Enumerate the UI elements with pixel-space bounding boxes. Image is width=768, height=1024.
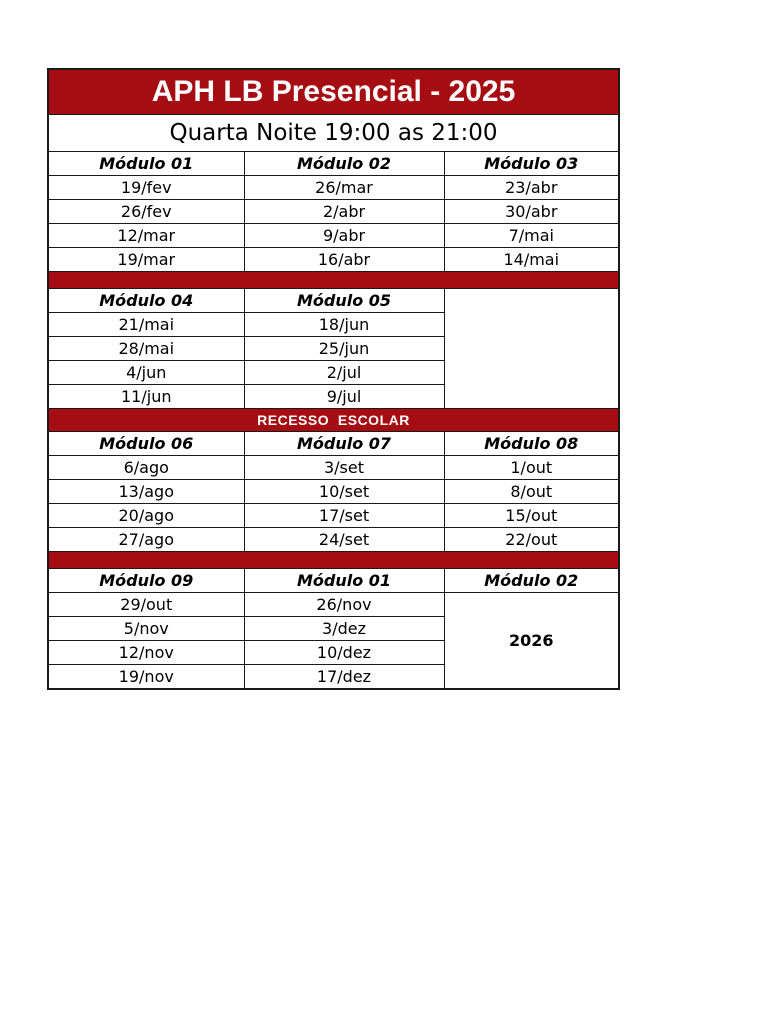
module-header: Módulo 09 — [48, 569, 244, 593]
date-cell: 15/out — [444, 504, 619, 528]
date-cell: 26/mar — [244, 176, 444, 200]
header-row — [48, 289, 619, 313]
date-cell: 19/mar — [48, 248, 244, 272]
header-row — [48, 432, 619, 456]
table-row — [48, 176, 619, 200]
recess-banner: RECESSO ESCOLAR — [48, 409, 619, 432]
date-cell: 24/set — [244, 528, 444, 552]
date-cell: 5/nov — [48, 617, 244, 641]
date-cell: 16/abr — [244, 248, 444, 272]
date-cell: 29/out — [48, 593, 244, 617]
separator-band — [48, 552, 619, 569]
module-header: Módulo 03 — [444, 152, 619, 176]
recess-row — [48, 409, 619, 432]
date-cell: 26/nov — [244, 593, 444, 617]
date-cell: 14/mai — [444, 248, 619, 272]
date-cell: 12/nov — [48, 641, 244, 665]
date-cell: 23/abr — [444, 176, 619, 200]
date-cell: 19/nov — [48, 665, 244, 690]
table-row — [48, 456, 619, 480]
date-cell: 9/jul — [244, 385, 444, 409]
date-cell: 27/ago — [48, 528, 244, 552]
empty-cell — [444, 289, 619, 409]
table-row — [48, 224, 619, 248]
date-cell: 21/mai — [48, 313, 244, 337]
date-cell: 17/set — [244, 504, 444, 528]
header-row — [48, 569, 619, 593]
date-cell: 10/set — [244, 480, 444, 504]
date-cell: 17/dez — [244, 665, 444, 690]
date-cell: 7/mai — [444, 224, 619, 248]
red-separator — [48, 272, 619, 289]
table-row — [48, 593, 619, 617]
date-cell: 12/mar — [48, 224, 244, 248]
date-cell: 13/ago — [48, 480, 244, 504]
date-cell: 2/abr — [244, 200, 444, 224]
date-cell: 26/fev — [48, 200, 244, 224]
date-cell: 8/out — [444, 480, 619, 504]
date-cell: 3/dez — [244, 617, 444, 641]
table-row — [48, 200, 619, 224]
separator-band — [48, 272, 619, 289]
module-header: Módulo 07 — [244, 432, 444, 456]
table-row — [48, 480, 619, 504]
next-year-cell: 2026 — [444, 593, 619, 690]
date-cell: 25/jun — [244, 337, 444, 361]
module-header: Módulo 05 — [244, 289, 444, 313]
table-row — [48, 528, 619, 552]
schedule-table — [47, 68, 620, 690]
date-cell: 30/abr — [444, 200, 619, 224]
red-separator — [48, 552, 619, 569]
date-cell: 11/jun — [48, 385, 244, 409]
date-cell: 22/out — [444, 528, 619, 552]
module-header: Módulo 08 — [444, 432, 619, 456]
schedule-title: APH LB Presencial - 2025 — [48, 69, 619, 115]
date-cell: 1/out — [444, 456, 619, 480]
module-header: Módulo 02 — [444, 569, 619, 593]
date-cell: 19/fev — [48, 176, 244, 200]
schedule-subtitle: Quarta Noite 19:00 as 21:00 — [48, 115, 619, 152]
date-cell: 3/set — [244, 456, 444, 480]
header-row — [48, 152, 619, 176]
module-header: Módulo 04 — [48, 289, 244, 313]
module-header: Módulo 01 — [244, 569, 444, 593]
module-header: Módulo 01 — [48, 152, 244, 176]
date-cell: 10/dez — [244, 641, 444, 665]
subtitle-row — [48, 115, 619, 152]
date-cell: 20/ago — [48, 504, 244, 528]
table-row — [48, 504, 619, 528]
module-header: Módulo 06 — [48, 432, 244, 456]
date-cell: 9/abr — [244, 224, 444, 248]
date-cell: 4/jun — [48, 361, 244, 385]
title-row — [48, 69, 619, 115]
table-row — [48, 248, 619, 272]
date-cell: 28/mai — [48, 337, 244, 361]
date-cell: 6/ago — [48, 456, 244, 480]
date-cell: 18/jun — [244, 313, 444, 337]
date-cell: 2/jul — [244, 361, 444, 385]
module-header: Módulo 02 — [244, 152, 444, 176]
